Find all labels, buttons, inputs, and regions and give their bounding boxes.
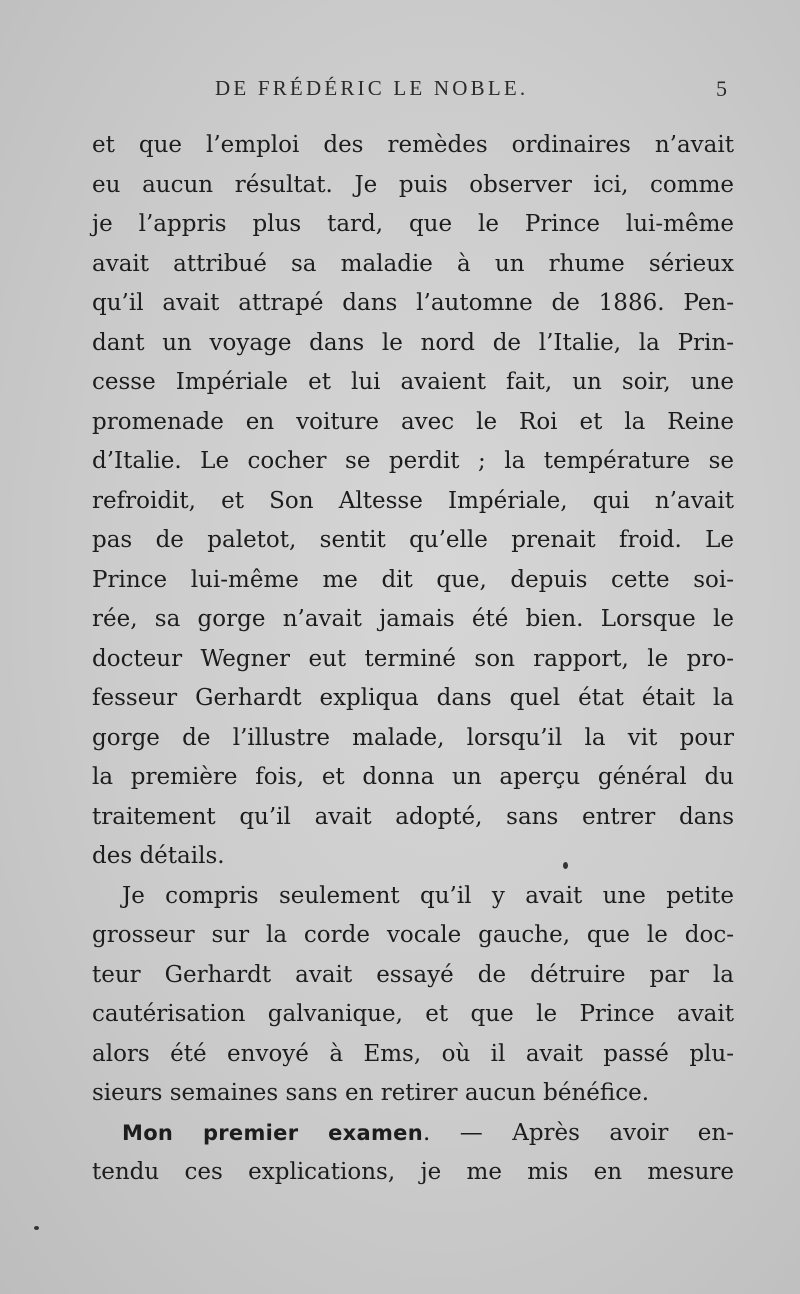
text-line: cesse Impériale et lui avaient fait, un soir, une	[92, 369, 734, 395]
paragraph-end-line: des détails.	[92, 843, 225, 869]
paragraph-start-line: Je compris seulement qu’il y avait une petite	[122, 882, 734, 909]
text-line: dant un voyage dans le nord de l’Italie, la Prin-	[92, 329, 734, 356]
running-title: DE FRÉDÉRIC LE NOBLE.	[215, 76, 529, 100]
text-line: Prince lui-même me dit que, depuis cette soi-	[92, 566, 734, 593]
text-line: fesseur Gerhardt expliqua dans quel état était la	[92, 685, 734, 711]
ink-speck	[34, 1226, 39, 1230]
section-sidehead: Mon premier examen	[122, 1120, 423, 1145]
sidehead-continuation: . — Après avoir en-	[422, 1119, 734, 1146]
paragraph-end-line: sieurs semaines sans en retirer aucun bénéfice.	[92, 1080, 650, 1106]
text-line: teur Gerhardt avait essayé de détruire par la	[92, 961, 734, 988]
text-line: docteur Wegner eut terminé son rapport, le pro-	[92, 645, 734, 672]
text-line: tendu ces explications, je me mis en mesure	[92, 1159, 734, 1185]
page-number: 5	[716, 76, 727, 101]
text-line: et que l’emploi des remèdes ordinaires n’avait	[92, 132, 734, 158]
text-line: eu aucun résultat. Je puis observer ici, comme	[92, 171, 734, 198]
text-line: rée, sa gorge n’avait jamais été bien. Lorsque le	[92, 606, 734, 632]
text-line: alors été envoyé à Ems, où il avait passé plu-	[92, 1040, 734, 1067]
text-line: refroidit, et Son Altesse Impériale, qui n’avait	[92, 487, 734, 514]
text-line: promenade en voiture avec le Roi et la Reine	[92, 408, 734, 435]
running-head	[0, 76, 800, 106]
text-line: avait attribué sa maladie à un rhume sérieux	[92, 250, 734, 277]
text-line: grosseur sur la corde vocale gauche, que le doc-	[92, 922, 734, 948]
text-line: cautérisation galvanique, et que le Prince avait	[92, 1001, 734, 1027]
text-line: la première fois, et donna un aperçu général du	[92, 764, 734, 790]
body-text	[92, 126, 734, 1193]
text-line: gorge de l’illustre malade, lorsqu’il la vit pour	[92, 724, 734, 751]
ink-speck	[563, 862, 568, 869]
text-line: traitement qu’il avait adopté, sans entrer dans	[92, 803, 734, 830]
text-line: pas de paletot, sentit qu’elle prenait froid. Le	[92, 527, 734, 553]
sidehead-line	[92, 1114, 734, 1154]
text-line: qu’il avait attrapé dans l’automne de 1886. Pen-	[92, 290, 734, 316]
text-line: d’Italie. Le cocher se perdit ; la température se	[92, 448, 734, 474]
text-line: je l’appris plus tard, que le Prince lui-même	[92, 211, 734, 237]
